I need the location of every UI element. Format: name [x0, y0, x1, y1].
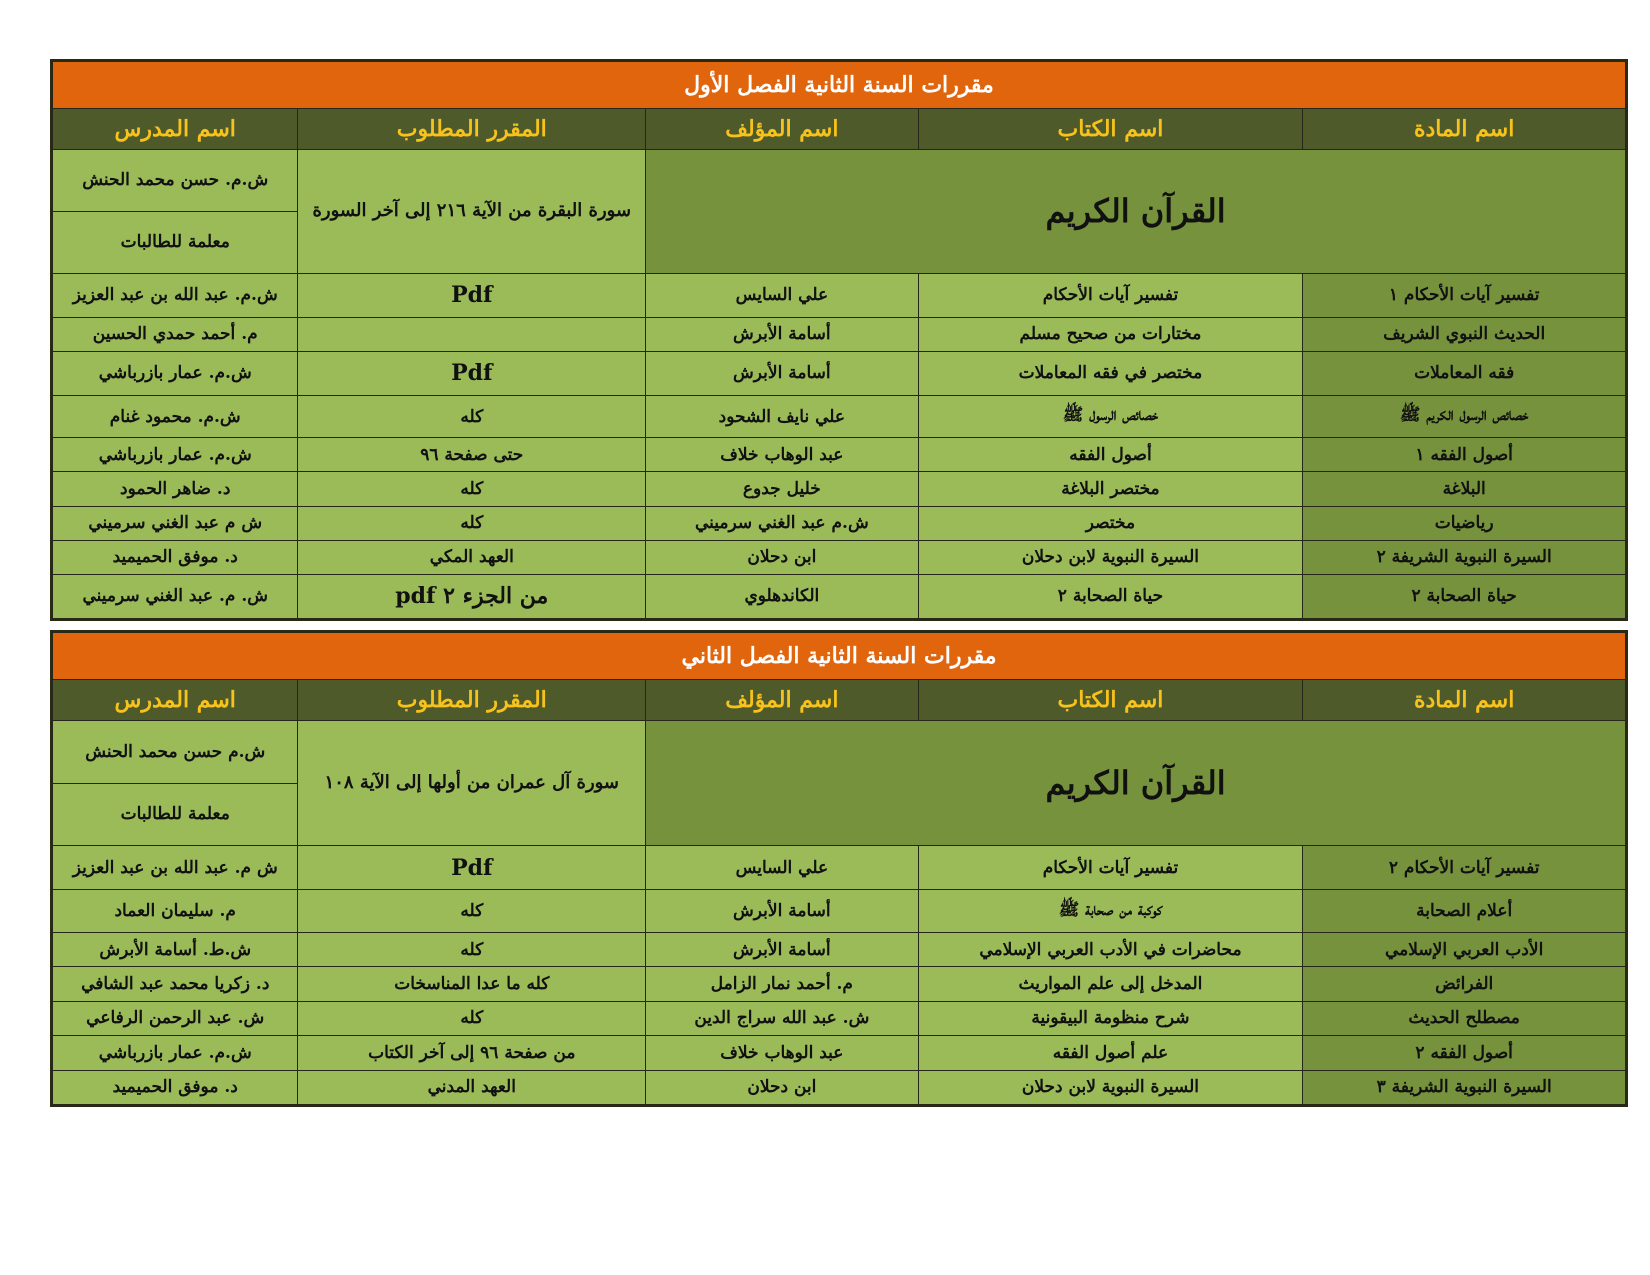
required-cell: كله: [298, 932, 646, 966]
subject-cell: الفرائض: [1303, 967, 1626, 1001]
author-cell: أسامة الأبرش: [646, 351, 919, 395]
required-cell: كله: [298, 890, 646, 933]
required-cell: Pdf: [298, 351, 646, 395]
author-cell: ش. عبد الله سراج الدين: [646, 1001, 919, 1035]
header-teacher: اسم المدرس: [53, 680, 298, 721]
required-cell: كله: [298, 472, 646, 506]
semester1-rows: [53, 273, 1626, 618]
header-author: اسم المؤلف: [646, 109, 919, 150]
book-cell: شرح منظومة البيقونية: [918, 1001, 1303, 1035]
teacher-cell: د. ضاهر الحمود: [53, 472, 298, 506]
table-row: [53, 438, 1626, 472]
semester1-table: [52, 61, 1626, 619]
quran-subject: القرآن الكريم: [646, 721, 1626, 846]
required-cell: pdf من الجزء ٢: [298, 574, 646, 618]
author-cell: علي نايف الشحود: [646, 395, 919, 437]
author-cell: أسامة الأبرش: [646, 932, 919, 966]
table-row: [53, 1036, 1626, 1070]
required-cell: من صفحة ٩٦ إلى آخر الكتاب: [298, 1036, 646, 1070]
book-cell: خصائص الرسول ﷺ: [918, 395, 1303, 437]
teacher-cell: ش. عبد الرحمن الرفاعي: [53, 1001, 298, 1035]
header-subject: اسم المادة: [1303, 680, 1626, 721]
table-row: [53, 1070, 1626, 1104]
book-cell: السيرة النبوية لابن دحلان: [918, 1070, 1303, 1104]
required-cell: Pdf: [298, 273, 646, 317]
required-cell: كله: [298, 506, 646, 540]
subject-cell: الأدب العربي الإسلامي: [1303, 932, 1626, 966]
subject-cell: فقه المعاملات: [1303, 351, 1626, 395]
book-cell: محاضرات في الأدب العربي الإسلامي: [918, 932, 1303, 966]
book-cell: السيرة النبوية لابن دحلان: [918, 540, 1303, 574]
table-row: [53, 540, 1626, 574]
book-cell: علم أصول الفقه: [918, 1036, 1303, 1070]
teacher-cell: ش م عبد الغني سرميني: [53, 506, 298, 540]
teacher-cell: د. موفق الحميميد: [53, 540, 298, 574]
quran-required: سورة آل عمران من أولها إلى الآية ١٠٨: [298, 721, 646, 846]
author-cell: الكاندهلوي: [646, 574, 919, 618]
subject-cell: أصول الفقه ١: [1303, 438, 1626, 472]
table-row: [53, 395, 1626, 437]
author-cell: ابن دحلان: [646, 540, 919, 574]
author-cell: علي السايس: [646, 846, 919, 890]
header-subject: اسم المادة: [1303, 109, 1626, 150]
book-cell: مختارات من صحيح مسلم: [918, 317, 1303, 351]
subject-cell: الحديث النبوي الشريف: [1303, 317, 1626, 351]
table-row: [53, 890, 1626, 933]
table-row: [53, 506, 1626, 540]
author-cell: م. أحمد نمار الزامل: [646, 967, 919, 1001]
book-cell: مختصر البلاغة: [918, 472, 1303, 506]
book-cell: تفسير آيات الأحكام: [918, 273, 1303, 317]
teacher-cell: ش.م. عمار بازرباشي: [53, 438, 298, 472]
required-cell: كله: [298, 1001, 646, 1035]
book-cell: كوكبة من صحابة ﷺ: [918, 890, 1303, 933]
required-cell: العهد المدني: [298, 1070, 646, 1104]
table-row: [53, 472, 1626, 506]
teacher-cell: د. زكريا محمد عبد الشافي: [53, 967, 298, 1001]
teacher-cell: د. موفق الحميميد: [53, 1070, 298, 1104]
semester1-title-row: [53, 62, 1626, 109]
semester1-quran-row-a: [53, 150, 1626, 212]
required-cell: Pdf: [298, 846, 646, 890]
book-cell: مختصر: [918, 506, 1303, 540]
author-cell: أسامة الأبرش: [646, 890, 919, 933]
subject-cell: السيرة النبوية الشريفة ٣: [1303, 1070, 1626, 1104]
subject-cell: خصائص الرسول الكريم ﷺ: [1303, 395, 1626, 437]
semester2-rows: [53, 846, 1626, 1105]
teacher-cell: ش.ط. أسامة الأبرش: [53, 932, 298, 966]
semester2-table: [52, 632, 1626, 1105]
required-cell: كله ما عدا المناسخات: [298, 967, 646, 1001]
subject-cell: تفسير آيات الأحكام ٢: [1303, 846, 1626, 890]
book-cell: تفسير آيات الأحكام: [918, 846, 1303, 890]
semester2-header-row: [53, 680, 1626, 721]
subject-cell: أصول الفقه ٢: [1303, 1036, 1626, 1070]
table-row: [53, 932, 1626, 966]
author-cell: أسامة الأبرش: [646, 317, 919, 351]
subject-cell: مصطلح الحديث: [1303, 1001, 1626, 1035]
subject-cell: تفسير آيات الأحكام ١: [1303, 273, 1626, 317]
table-row: [53, 351, 1626, 395]
subject-cell: رياضيات: [1303, 506, 1626, 540]
quran-required: سورة البقرة من الآية ٢١٦ إلى آخر السورة: [298, 150, 646, 274]
teacher-cell: ش م. عبد الله بن عبد العزيز: [53, 846, 298, 890]
author-cell: علي السايس: [646, 273, 919, 317]
table-row: [53, 846, 1626, 890]
required-cell: كله: [298, 395, 646, 437]
semester2-title-row: [53, 633, 1626, 680]
quran-subject: القرآن الكريم: [646, 150, 1626, 274]
table-row: [53, 317, 1626, 351]
book-cell: مختصر في فقه المعاملات: [918, 351, 1303, 395]
header-required: المقرر المطلوب: [298, 109, 646, 150]
subject-cell: البلاغة: [1303, 472, 1626, 506]
header-required: المقرر المطلوب: [298, 680, 646, 721]
teacher-cell: م. أحمد حمدي الحسين: [53, 317, 298, 351]
book-cell: المدخل إلى علم المواريث: [918, 967, 1303, 1001]
semester2-title: مقررات السنة الثانية الفصل الثاني: [53, 633, 1626, 680]
table-row: [53, 1001, 1626, 1035]
book-cell: حياة الصحابة ٢: [918, 574, 1303, 618]
subject-cell: السيرة النبوية الشريفة ٢: [1303, 540, 1626, 574]
semester2-table-container: [50, 630, 1628, 1107]
teacher-cell: ش.م. محمود غنام: [53, 395, 298, 437]
subject-cell: حياة الصحابة ٢: [1303, 574, 1626, 618]
header-book: اسم الكتاب: [918, 680, 1303, 721]
author-cell: عبد الوهاب خلاف: [646, 438, 919, 472]
teacher-cell: م. سليمان العماد: [53, 890, 298, 933]
table-row: [53, 574, 1626, 618]
teacher-cell: ش.م. عمار بازرباشي: [53, 351, 298, 395]
header-teacher: اسم المدرس: [53, 109, 298, 150]
table-row: [53, 273, 1626, 317]
teacher-cell: ش.م. عبد الله بن عبد العزيز: [53, 273, 298, 317]
header-book: اسم الكتاب: [918, 109, 1303, 150]
table-row: [53, 967, 1626, 1001]
semester1-header-row: [53, 109, 1626, 150]
semester1-title: مقررات السنة الثانية الفصل الأول: [53, 62, 1626, 109]
required-cell: العهد المكي: [298, 540, 646, 574]
quran-teacher: ش.م. حسن محمد الحنش: [53, 150, 298, 212]
required-cell: حتى صفحة ٩٦: [298, 438, 646, 472]
header-author: اسم المؤلف: [646, 680, 919, 721]
author-cell: ش.م عبد الغني سرميني: [646, 506, 919, 540]
teacher-cell: ش.م. عمار بازرباشي: [53, 1036, 298, 1070]
quran-teacher-note: معلمة للطالبات: [53, 211, 298, 273]
author-cell: خليل جدوع: [646, 472, 919, 506]
semester1-table-container: [50, 59, 1628, 621]
subject-cell: أعلام الصحابة: [1303, 890, 1626, 933]
semester2-quran-row-a: [53, 721, 1626, 784]
quran-teacher-note: معلمة للطالبات: [53, 783, 298, 846]
author-cell: عبد الوهاب خلاف: [646, 1036, 919, 1070]
required-cell: [298, 317, 646, 351]
author-cell: ابن دحلان: [646, 1070, 919, 1104]
book-cell: أصول الفقه: [918, 438, 1303, 472]
teacher-cell: ش. م. عبد الغني سرميني: [53, 574, 298, 618]
quran-teacher: ش.م حسن محمد الحنش: [53, 721, 298, 784]
